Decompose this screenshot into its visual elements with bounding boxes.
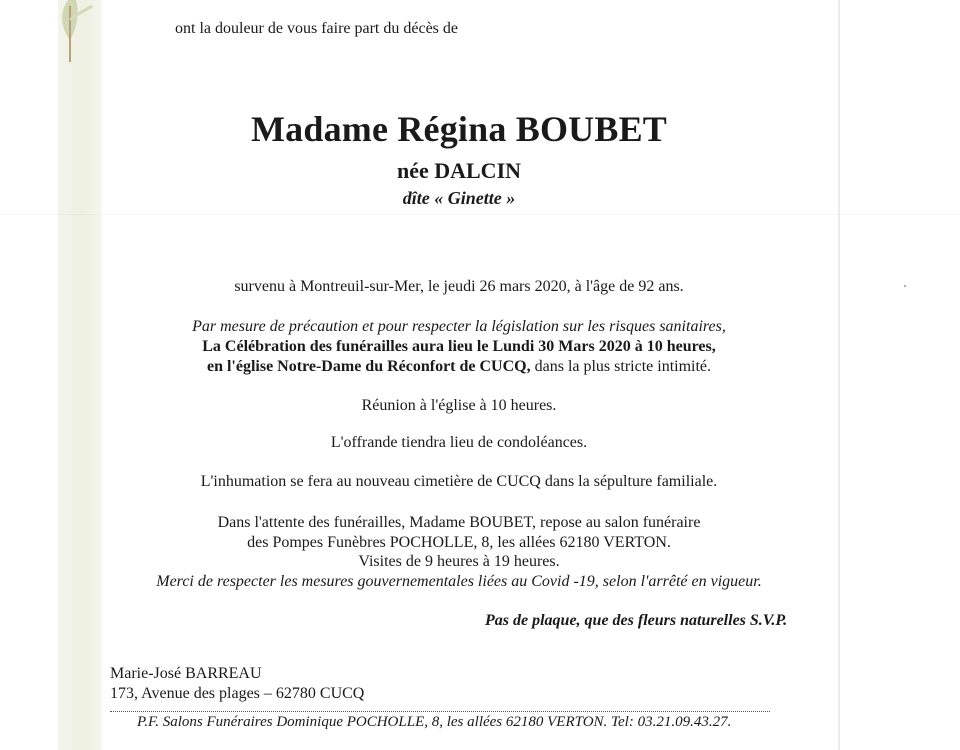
- burial-text: L'inhumation se fera au nouveau cimetière de CUCQ dans la sépulture familiale.: [200, 473, 718, 490]
- church-suffix: dans la plus stricte intimité.: [530, 358, 712, 375]
- maiden-name: née DALCIN: [396, 158, 522, 183]
- contact-address: 173, Avenue des plages – 62780 CUCQ: [110, 685, 365, 702]
- flowers-text: Pas de plaque, que des fleurs naturelles S.V.P.: [485, 612, 788, 629]
- contact-name: Marie-José BARREAU: [110, 665, 262, 682]
- death-notice: survenu à Montreuil-sur-Mer, le jeudi 26 mars 2020, à l'âge de 92 ans.: [234, 278, 684, 295]
- funeral-home-line2: des Pompes Funèbres POCHOLLE, 8, les allées 62180 VERTON.: [247, 534, 671, 551]
- intro-text: ont la douleur de vous faire part du décès de: [175, 20, 459, 37]
- offering-text: L'offrande tiendra lieu de condoléances.: [330, 434, 588, 451]
- nickname: dîte « Ginette »: [402, 188, 516, 208]
- leaf-icon: [46, 0, 96, 64]
- footer-text: P.F. Salons Funéraires Dominique POCHOLLE, 8, les allées 62180 VERTON. Tel: 03.21.09.43.27.: [137, 714, 732, 730]
- covid-text: Merci de respecter les mesures gouvernementales liées au Covid -19, selon l'arrêté en vigueur.: [156, 573, 762, 590]
- funeral-home-line1: Dans l'attente des funérailles, Madame BOUBET, repose au salon funéraire: [217, 514, 701, 531]
- visits-text: Visites de 9 heures à 19 heures.: [358, 553, 560, 570]
- celebration-text: La Célébration des funérailles aura lieu le Lundi 30 Mars 2020 à 10 heures,: [202, 338, 716, 355]
- precaution-text: Par mesure de précaution et pour respecter la législation sur les risques sanitaires,: [192, 318, 726, 335]
- meeting-text: Réunion à l'église à 10 heures.: [361, 397, 557, 414]
- church-name: en l'église Notre-Dame du Réconfort de CUCQ,: [206, 358, 531, 375]
- church-line: [0, 358, 918, 376]
- paper-fold: [0, 214, 960, 215]
- footer-divider: [110, 711, 770, 712]
- deceased-name: Madame Régina BOUBET: [250, 109, 667, 149]
